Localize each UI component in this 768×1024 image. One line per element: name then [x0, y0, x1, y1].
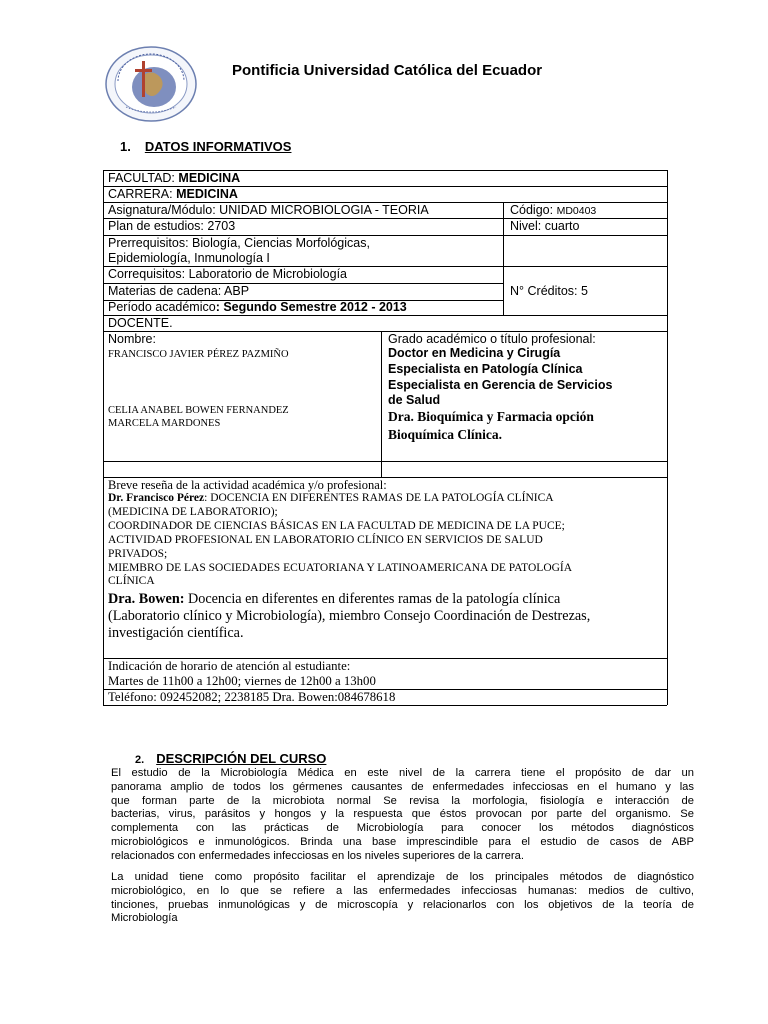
docente-cell: DOCENTE. — [108, 316, 173, 330]
resena-perez-line-6: MIEMBRO DE LAS SOCIEDADES ECUATORIANA Y LATINOAMERICANA DE PATOLOGÍA — [108, 562, 573, 574]
description-p2-line: microbiológico, en lo que se refiere a las enfermedades infecciosas humanas: medios de cultivo, — [111, 884, 694, 897]
table-col-line — [381, 331, 382, 477]
resena-perez-text-1: : DOCENCIA EN DIFERENTES RAMAS DE LA PATOLOGÍA CLÍNICA — [204, 492, 554, 504]
resena-bowen-line-2: (Laboratorio clínico y Microbiología), miembro Consejo Coordinación de Destrezas, — [108, 608, 591, 624]
resena-perez-name: Dr. Francisco Pérez — [108, 492, 205, 504]
resena-bowen-line-3: investigación científica. — [108, 625, 244, 641]
section-2-heading — [135, 751, 326, 766]
resena-perez-line-5: PRIVADOS; — [108, 548, 168, 560]
carrera-cell — [108, 187, 238, 202]
periodo-value: : Segundo Semestre 2012 - 2013 — [215, 300, 407, 314]
description-paragraph-1 — [111, 767, 694, 864]
grado-line-1: Doctor en Medicina y Cirugía — [388, 346, 561, 360]
materias-cell: Materias de cadena: ABP — [108, 284, 250, 298]
resena-perez-line-4: ACTIVIDAD PROFESIONAL EN LABORATORIO CLÍNICO EN SERVICIOS DE SALUD — [108, 534, 543, 546]
resena-perez-line-2: (MEDICINA DE LABORATORIO); — [108, 506, 278, 518]
nivel-cell: Nivel: cuarto — [510, 219, 580, 233]
university-title: Pontificia Universidad Católica del Ecuador — [232, 62, 543, 79]
docente-name-perez: FRANCISCO JAVIER PÉREZ PAZMIÑO — [108, 349, 289, 360]
codigo-label: Código: — [510, 203, 554, 217]
section-2-title: DESCRIPCIÓN DEL CURSO — [156, 751, 327, 766]
carrera-label: CARRERA: — [108, 187, 173, 201]
prerrequisitos-line-2: Epidemiología, Inmunología I — [108, 251, 270, 265]
description-p1-line: complementa con las prácticas de Microbiología para conocer los métodos diagnósticos — [111, 822, 694, 835]
description-paragraph-2 — [111, 871, 694, 926]
table-border-left — [103, 170, 104, 705]
resena-bowen-line-1 — [108, 591, 660, 608]
table-row-line — [103, 315, 667, 316]
section-1-number: 1. — [120, 139, 131, 154]
periodo-cell — [108, 300, 407, 315]
facultad-cell — [108, 171, 240, 186]
prerrequisitos-line-1: Prerrequisitos: Biología, Ciencias Morfológicas, — [108, 236, 370, 250]
creditos-cell: N° Créditos: 5 — [510, 284, 588, 298]
grado-line-3: Especialista en Gerencia de Servicios — [388, 378, 613, 392]
table-border-bottom — [103, 705, 667, 706]
codigo-value: MD0403 — [556, 205, 597, 217]
resena-perez-line-7: CLÍNICA — [108, 575, 155, 587]
description-p1-line: El estudio de la Microbiología Médica en este nivel de la carrera tiene el propósito de dar un — [111, 767, 694, 779]
grado-line-6: Bioquímica Clínica. — [388, 427, 503, 442]
docente-name-bowen: CELIA ANABEL BOWEN FERNANDEZ — [108, 405, 289, 416]
university-seal-logo — [104, 45, 198, 123]
facultad-value: MEDICINA — [178, 171, 241, 185]
horario-value: Martes de 11h00 a 12h00; viernes de 12h00 a 13h00 — [108, 674, 376, 688]
description-p2-line: tinciones, pruebas inmunológicas y de microscopía y relacionarlos con los objetivos de la teoría de — [111, 898, 694, 911]
carrera-value: MEDICINA — [176, 187, 238, 201]
description-p1-line: bacterias, virus, parásitos y hongos y la respuesta que éstos provocan por parte del organismo. Se — [111, 808, 694, 821]
table-col-line — [503, 202, 504, 315]
section-1-heading — [120, 139, 291, 154]
grado-label: Grado académico o título profesional: — [388, 332, 596, 346]
resena-perez-line-3: COORDINADOR DE CIENCIAS BÁSICAS EN LA FACULTAD DE MEDICINA DE LA PUCE; — [108, 520, 565, 532]
asignatura-cell: Asignatura/Módulo: UNIDAD MICROBIOLOGIA - TEORIA — [108, 203, 429, 217]
grado-line-2: Especialista en Patología Clínica — [388, 362, 583, 376]
nombre-label: Nombre: — [108, 332, 156, 346]
section-1-title: DATOS INFORMATIVOS — [144, 139, 292, 154]
table-border-right — [667, 170, 668, 705]
resena-perez-line-1 — [108, 492, 554, 506]
codigo-cell — [510, 203, 596, 219]
docente-name-mardones: MARCELA MARDONES — [108, 418, 221, 429]
description-p2-line: La unidad tiene como propósito facilitar el aprendizaje de los principales métodos de diagnóstico — [111, 871, 694, 883]
description-p1-line: que forman parte de la microbiota normal Se revisa la morfologia, fisiología e interacción de — [111, 794, 694, 807]
plan-cell: Plan de estudios: 2703 — [108, 219, 236, 233]
table-row-line — [103, 461, 667, 462]
resena-bowen-name: Dra. Bowen: — [108, 591, 185, 607]
periodo-label: Período académico — [108, 300, 216, 314]
description-p1-line: panorama amplio de todos los gérmenes causantes de enfermedades infecciosas en el humano y las — [111, 780, 694, 793]
grado-line-4: de Salud — [388, 393, 441, 407]
facultad-label: FACULTAD: — [108, 171, 175, 185]
resena-bowen-text-1: Docencia en diferentes en diferentes ramas de la patología clínica — [188, 591, 561, 607]
resena-label: Breve reseña de la actividad académica y/o profesional: — [108, 478, 387, 492]
grado-line-5: Dra. Bioquímica y Farmacia opción — [388, 409, 594, 424]
telefono-cell: Teléfono: 092452082; 2238185 Dra. Bowen:084678618 — [108, 690, 396, 704]
horario-label: Indicación de horario de atención al estudiante: — [108, 659, 351, 673]
description-p1-line: microbiológicos e inmunológicos. Brinda una base imprescindible para el estudio de casos de ABP — [111, 835, 694, 848]
description-p2-line: Microbiología — [111, 912, 178, 925]
section-2-number: 2. — [135, 754, 145, 766]
correquisitos-cell: Correquisitos: Laboratorio de Microbiología — [108, 267, 348, 281]
description-p1-line: relacionados con enfermedades infecciosas en los niveles superiores de la carrera. — [111, 849, 524, 862]
